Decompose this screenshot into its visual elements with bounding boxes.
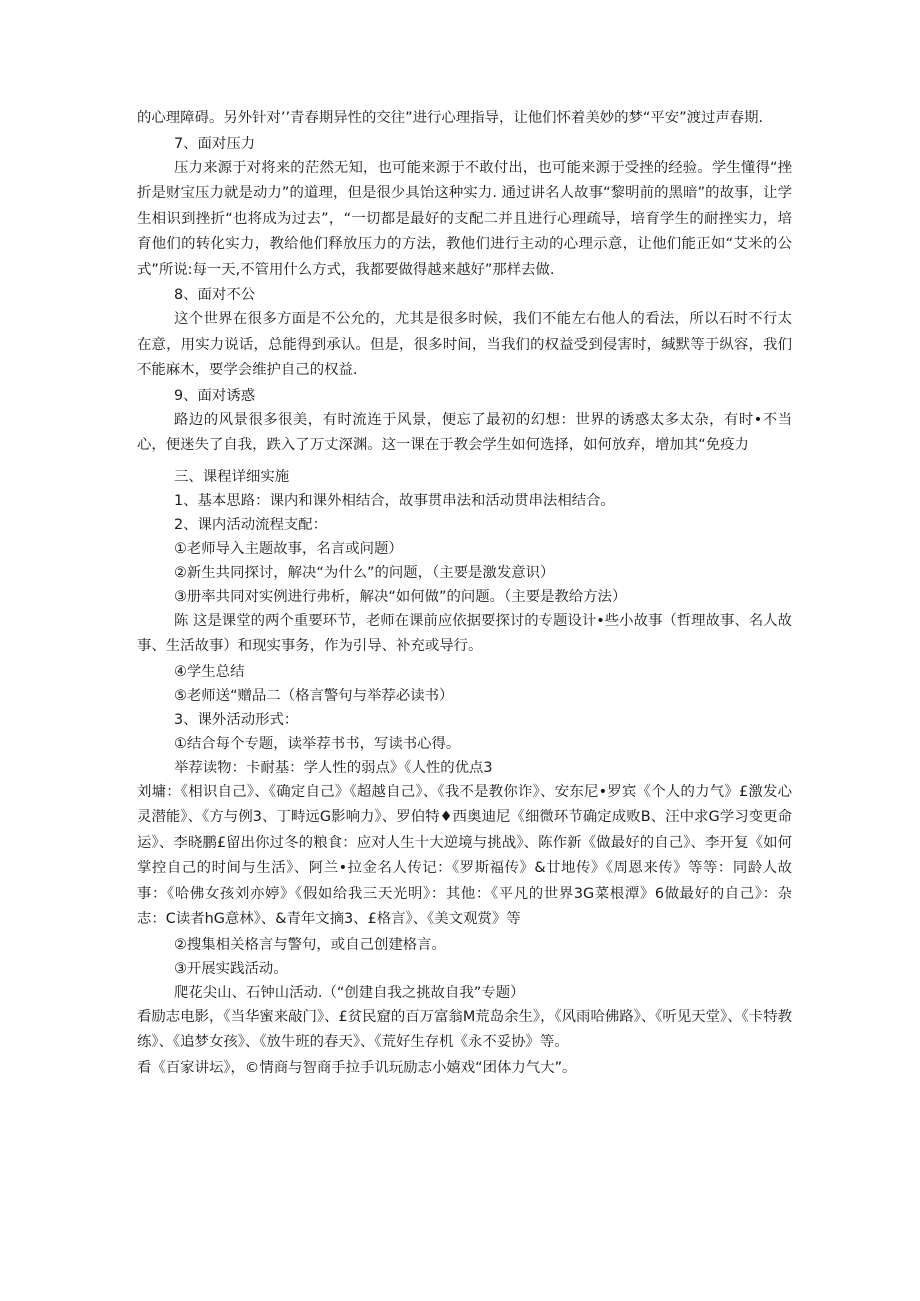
step-3: ③册率共同对实例进行弗析，解决“如何做”的问题。（主要是教给方法） [174,588,627,605]
paragraph-pressure: 压力来源于对将来的茫然无知，也可能来源于不敢付出，也可能来源于受挫的经验。学生懂得“挫折是财宝压力就是动力”的道理，但是很少具饴这种实力. 通过讲名人故事“黎明前的黑暗”的故事，让学生相识到挫折“也将成为过去”，“一切都是最好的支配二并且进行心理疏导，培育学生的耐挫实力，培育他们的转化实力，教给他们释放压力的方法，教他们进行主动的心理示意，让他们能正如“艾米的公式”所说:每一天,不管用什么方式，我都要做得越来越好”那样去做. [137,159,792,278]
paragraph-temptation: 路边的风景很多很美，有时流连于风景，便忘了最初的幻想：世界的诱惑太多太杂，有时•不当心，便迷失了自我，跌入了万丈深渊。这一课在于教会学生如何选择，如何放弃，增加其“免疫力 [137,411,792,453]
step-2: ②新生共同探讨，解决“为什么”的问题，（主要是激发意识） [174,564,555,581]
recommended-reading-list: 刘墉：《相识自己》、《确定自己》《超越自己》、《我不是教你诈》、安东尼•罗宾《个人的力气》£激发心灵潜能》、《方与例3、丁畤远G影响力》、罗伯特♦西奥迪尼《细微环节确定成败B、汪中求G学习变更命运》、李晓鹏£留出你过冬的粮食：应对人生十大逆境与挑战》、陈作新《做最好的自己》、李开复《如何掌控自己的时间与生活》、阿兰•拉金名人传记：《罗斯福传》&廿地传》《周恩来传》等等：同龄人故事：《哈佛女孩刘亦婷》《假如给我三天光明》：其他：《平凡的世界3G菜根潭》6做最好的自己》：杂志：C读者hG意林》、&青年文摘3、£格言》、《美文观赏》等 [137,783,792,927]
form-2: ②搜集相关格言与警句，或自己创建格言。 [174,936,446,953]
step-5: ⑤老师送“赠品二（格言警句与举荐必读书） [174,687,454,704]
section-heading-pressure: 7、面对压力 [174,135,256,152]
step-1: ①老师导入主题故事，名言或问题） [174,540,403,557]
section-heading-unfairness: 8、面对不公 [174,287,256,303]
recommended-reading-heading: 举荐读物：卡耐基：学人性的弱点》《人性的优点3 [174,759,493,776]
paragraph-note: 陈 这是课堂的两个重要环节，老师在课前应依据要探讨的专题设计•些小故事（哲理故事、名人故事、生活故事）和现实事务，作为引导、补充或导行。 [137,612,792,654]
activity-lecture-room: 看《百家讲坛》，©情商与智商手拉手讥玩励志小嬉戏“团体力气大”。 [137,1059,577,1076]
activity-movies: 看励志电影，《当华蜜来敲门》、£贫民窟的百万富翁M荒岛余生》，《风雨哈佛路》、《听见天堂》、《卡特教练》、《追梦女孩》、《放牛班的春天》、《荒好生存机《永不妥协》等。 [137,1008,792,1050]
form-1: ①结合每个专题，读举荐书书，写读书心得。 [174,735,461,752]
step-4: ④学生总结 [174,663,245,680]
paragraph-unfairness: 这个世界在很多方面是不公允的，尤其是很多时候，我们不能左右他人的看法，所以石时不行太在意，用实力说话，总能得到承认。但是，很多时间，当我们的权益受到侵害时，缄默等于纵容，我们不能麻木，要学会维护自己的权益. [137,311,792,378]
item-basic-approach: 1、基本思路：课内和课外相结合，故事贯串法和活动贯串法相结合。 [174,492,615,509]
paragraph-intro-continued: 的心理障碍。另外针对’’青春期异性的交往”进行心理指导，让他们怀着美妙的梦“平安”渡过声春期. [137,110,764,126]
chapter-heading-implementation: 三、课程详细实施 [174,468,290,485]
item-class-activity-flow: 2、课内活动流程支配： [174,516,328,533]
form-3: ③开展实践活动。 [174,960,288,977]
section-heading-temptation: 9、面对诱惑 [174,387,256,404]
activity-climbing: 爬花尖山、石钟山活动.（“创建自我之挑故自我”专题） [174,984,525,1001]
item-extracurricular-forms: 3、课外活动形式： [174,711,299,728]
